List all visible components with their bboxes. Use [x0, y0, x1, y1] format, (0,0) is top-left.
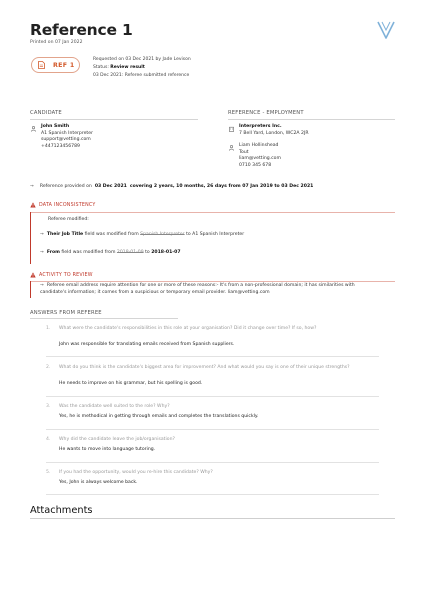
brand-logo-icon: [376, 20, 396, 40]
referee-email[interactable]: liam@vetting.com: [239, 156, 281, 162]
answer-divider: [46, 462, 379, 463]
document-icon: [38, 61, 45, 69]
answer-number: 2.: [46, 365, 51, 370]
answer-divider: [46, 356, 379, 357]
company-name: Interpreters Inc.: [239, 124, 282, 129]
printed-date: Printed on 07 Jan 2022: [30, 40, 83, 45]
candidate-divider: [30, 119, 198, 120]
submitted-line: 03 Dec 2021: Referee submitted reference: [93, 72, 190, 78]
arrow-right-icon: →: [30, 184, 34, 189]
answer-number: 1.: [46, 326, 51, 331]
activity-bar: [30, 281, 31, 298]
warning-icon: [30, 272, 36, 278]
activity-heading: ACTIVITY TO REVIEW: [30, 272, 93, 278]
inconsistency-intro: Referee modified:: [48, 217, 89, 222]
referee-person-icon: [229, 145, 234, 151]
requested-line: Requested on 03 Dec 2021 by Jade Levison: [93, 57, 191, 62]
arrow-right-icon: →: [40, 250, 44, 255]
answer-divider: [46, 396, 379, 397]
answer-text: Yes, John is always welcome back.: [59, 480, 138, 485]
candidate-heading: CANDIDATE: [30, 110, 62, 116]
person-icon: [31, 126, 36, 132]
provided-line: → Reference provided on 03 Dec 2021 covering 2 years, 10 months, 26 days from 07 Jan 2019 to 03 Dec 2021: [30, 184, 314, 189]
status-line: Status: Review result: [93, 64, 145, 70]
answer-text: Yes, he is methodical in getting through emails and completes the translations quickly.: [59, 414, 259, 419]
status-value: Review result: [110, 64, 145, 70]
referee-title: Tout: [239, 149, 249, 155]
provided-date: 03 Dec 2021: [94, 184, 127, 189]
question-text: Was the candidate well suited to the role? Why?: [59, 404, 170, 409]
answer-text: John was responsible for translating emails received from Spanish suppliers.: [59, 342, 235, 347]
attachments-divider: [30, 518, 395, 519]
provided-covering: covering 2 years, 10 months, 26 days from 07 Jan 2019 to 03 Dec 2021: [129, 184, 314, 189]
reference-meta: [93, 56, 191, 79]
activity-text: → Referee email address require attention for one or more of these reasons:- It's from a non-professional domain; it has similarities with candidate's information; it comes from a suspicious or temporary email provider. liam@vetting.com: [40, 283, 355, 295]
answer-divider: [46, 494, 379, 495]
page-title: Reference 1: [30, 21, 133, 39]
answers-heading: ANSWERS FROM REFEREE: [30, 310, 102, 316]
answer-text: He needs to improve on his grammar, but his spelling is good.: [59, 381, 203, 386]
company-details: [239, 124, 309, 137]
building-icon: [229, 126, 234, 132]
employment-divider: [228, 119, 395, 120]
candidate-role: A1 Spanish Interpreter: [41, 130, 93, 136]
answer-number: 3.: [46, 404, 51, 409]
warning-icon: [30, 202, 36, 208]
answer-divider: [46, 429, 379, 430]
inconsistency-divider: [30, 212, 395, 213]
inconsistency-item-job-title: → Their Job Title field was modified from Spanish Interpreter to A1 Spanish Interpreter: [40, 232, 245, 237]
referee-name: Liam Hollinshead: [239, 143, 279, 148]
data-inconsistency-heading: DATA INCONSISTENCY: [30, 202, 95, 208]
referee-details: [239, 143, 281, 169]
answer-number: 5.: [46, 470, 51, 475]
answers-divider: [30, 318, 178, 319]
reference-badge: [31, 57, 80, 73]
candidate-name: John Smith: [41, 124, 70, 129]
activity-divider: [30, 281, 395, 282]
question-text: If you had the opportunity, would you re-hire this candidate? Why?: [59, 470, 213, 475]
attachments-heading: Attachments: [30, 505, 93, 516]
question-text: What do you think is the candidate's biggest area for improvement? And what would you say is one of their unique strengths?: [59, 365, 350, 370]
arrow-right-icon: →: [40, 283, 44, 288]
answer-text: He wants to move into language tutoring.: [59, 447, 156, 452]
candidate-details: [41, 124, 93, 150]
inconsistency-bar: [30, 212, 31, 264]
referee-phone: 0710 345 678: [239, 162, 272, 168]
reference-badge-label: REF 1: [53, 61, 75, 69]
candidate-phone: +447123456789: [41, 143, 80, 149]
question-text: Why did the candidate leave the job/organisation?: [59, 437, 175, 442]
question-text: What were the candidate's responsibilities in this role at your organisation? Did it change over time? If so, how?: [59, 326, 317, 331]
company-address: 7 Bell Yard, London, WC2A 2JR: [239, 130, 309, 136]
inconsistency-item-from: → From field was modified from 2018-01-09 to 2018-01-07: [40, 250, 181, 255]
arrow-right-icon: →: [40, 232, 44, 237]
employment-heading: REFERENCE - EMPLOYMENT: [228, 110, 304, 116]
answer-number: 4.: [46, 437, 51, 442]
candidate-email[interactable]: support@vetting.com: [41, 137, 91, 143]
